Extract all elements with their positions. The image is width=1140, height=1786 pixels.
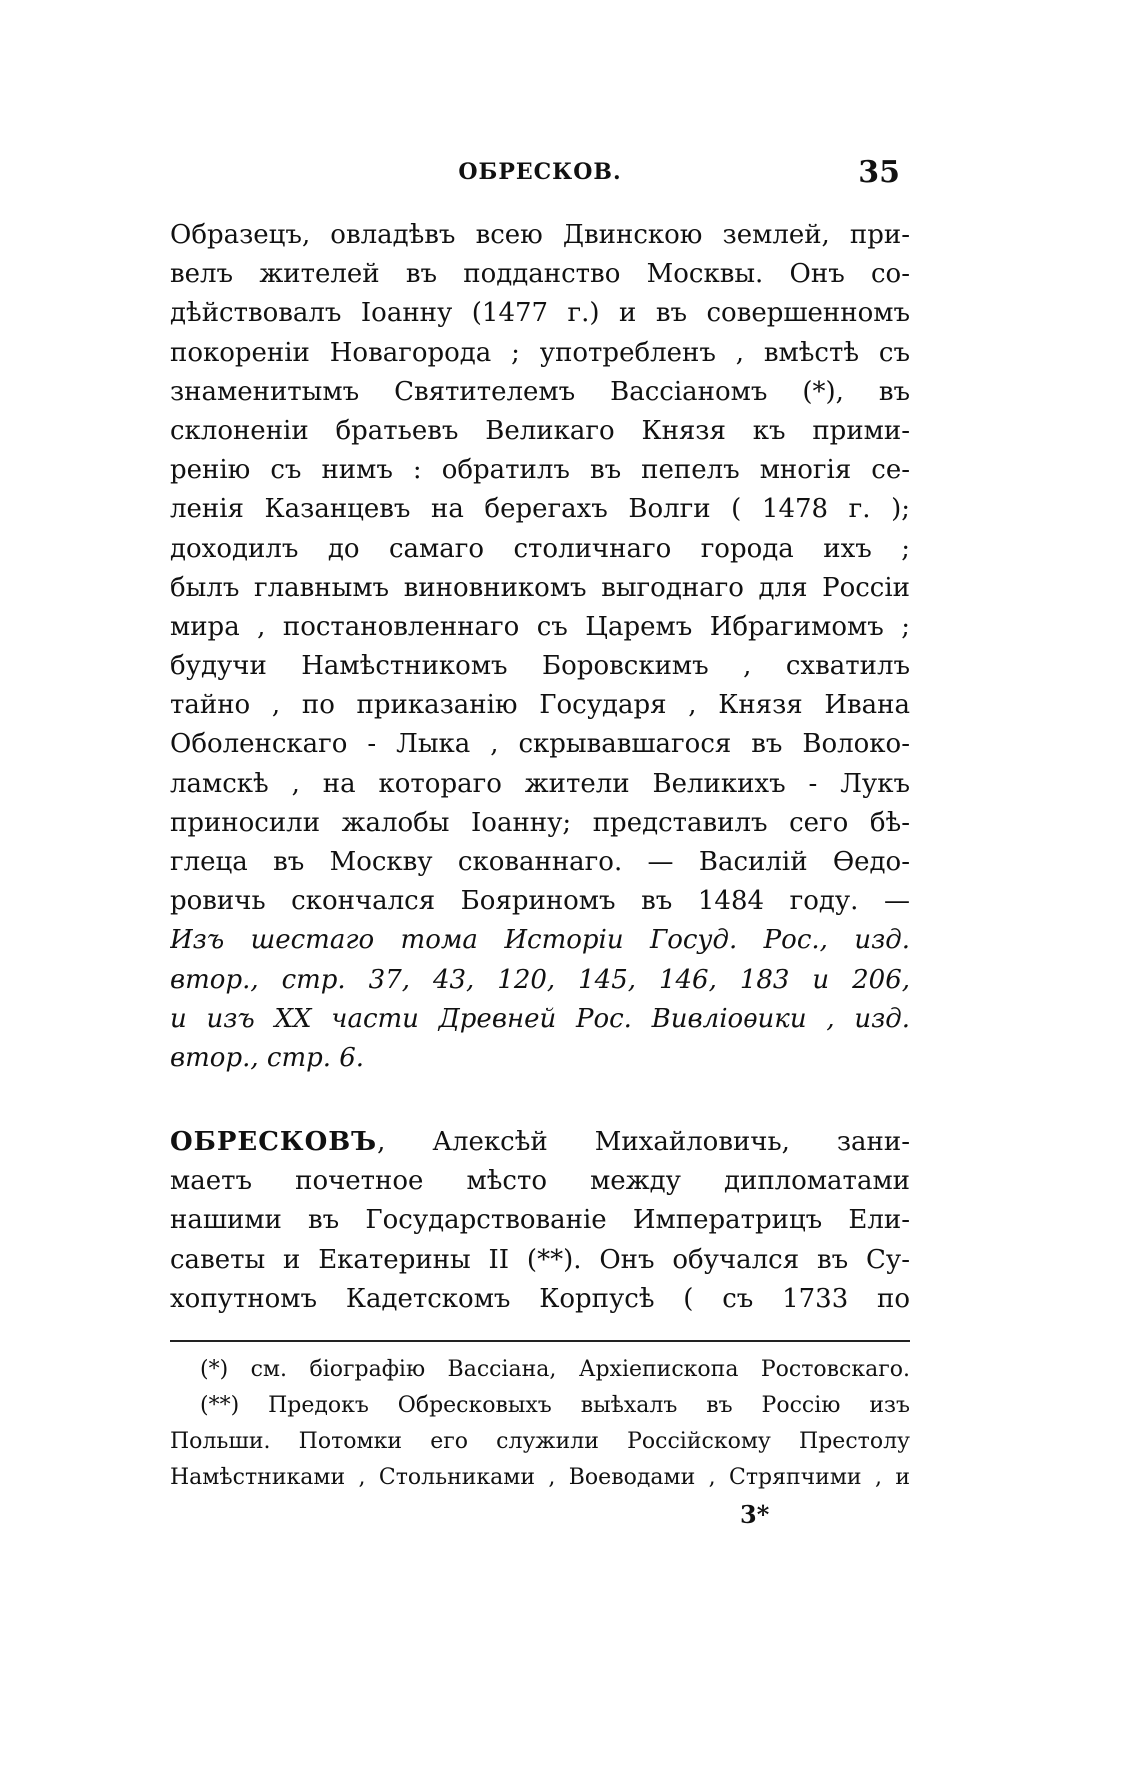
printer-signature: 3* xyxy=(740,1500,770,1529)
body-line: тайно , по приказанію Государя , Князя Ивана xyxy=(170,690,910,721)
footnote-line: Польши. Потомки его служили Россійскому Престолу xyxy=(170,1429,910,1454)
body-line: ламскѣ , на котораго жители Великихъ - Лукъ xyxy=(170,768,910,799)
entry-line: маетъ почетное мѣсто между дипломатами xyxy=(170,1166,910,1197)
body-line: мира , постановленнаго съ Царемъ Ибрагимомъ ; xyxy=(170,611,910,642)
running-title: ОБРЕСКОВ. xyxy=(458,159,622,185)
footnote-line: (**) Предокъ Обресковыхъ выѣхалъ въ Россію изъ xyxy=(200,1393,910,1418)
citation-line: Изъ шестаго тома Исторіи Госуд. Рос., изд. xyxy=(170,925,910,956)
entry-line: саветы и Екатерины II (**). Онъ обучался въ Су- xyxy=(170,1244,910,1275)
body-line: былъ главнымъ виновникомъ выгоднаго для Россіи xyxy=(170,572,910,603)
body-line: ленія Казанцевъ на берегахъ Волги ( 1478 г. ); xyxy=(170,494,910,525)
body-line: приносили жалобы Іоанну; представилъ сего бѣ- xyxy=(170,807,910,838)
body-line: ренію съ нимъ : обратилъ въ пепелъ многія се- xyxy=(170,455,910,486)
body-line: склоненіи братьевъ Великаго Князя къ прими- xyxy=(170,415,910,446)
body-line: Оболенскаго - Лыка , скрывавшагося въ Волоко- xyxy=(170,729,910,760)
body-line: дѣйствовалъ Іоанну (1477 г.) и въ совершенномъ xyxy=(170,298,910,329)
body-line: глеца въ Москву скованнаго. — Василій Ѳедо- xyxy=(170,847,910,877)
body-line: доходилъ до самаго столичнаго города ихъ ; xyxy=(170,533,910,564)
entry-line: хопутномъ Кадетскомъ Корпусѣ ( съ 1733 по xyxy=(170,1283,910,1314)
citation-line: втор., стр. 6. xyxy=(170,1042,365,1073)
body-line: знаменитымъ Святителемъ Вассіаномъ (*), въ xyxy=(170,376,910,407)
body-line: покореніи Новагорода ; употребленъ , вмѣстѣ съ xyxy=(170,337,910,368)
body-line: Образецъ, овладѣвъ всею Двинскою землей, при- xyxy=(170,220,910,250)
footnotes xyxy=(170,1352,910,1496)
running-head xyxy=(170,155,910,195)
body-line: велъ жителей въ подданство Москвы. Онъ со- xyxy=(170,259,910,290)
footnote-rule xyxy=(170,1340,910,1342)
entry-line: нашими въ Государствованіе Императрицъ Ели- xyxy=(170,1205,910,1236)
footnote-line: Намѣстниками , Стольниками , Воеводами , Стряпчими , и xyxy=(170,1465,910,1490)
entry-paragraph xyxy=(170,1123,910,1319)
entry-first-line xyxy=(170,1123,910,1162)
entry-headword: ОБРЕСКОВЪ xyxy=(170,1127,378,1157)
body-line: будучи Намѣстникомъ Боровскимъ , схватилъ xyxy=(170,651,910,682)
citation-line: и изъ XX части Древней Рос. Вивліоѳики , изд. xyxy=(170,1003,910,1034)
body-paragraph xyxy=(170,216,910,1078)
page-number: 35 xyxy=(858,155,900,190)
citation-line: втор., стр. 37, 43, 120, 145, 146, 183 и 206, xyxy=(170,964,910,995)
footnote-line: (*) см. біографію Вассіана, Архіепископа Ростовскаго. xyxy=(200,1357,910,1382)
entry-first-line-text: , Алексѣй Михайловичь, зани- xyxy=(377,1127,910,1157)
body-line: ровичь скончался Бояриномъ въ 1484 году. — xyxy=(170,886,910,917)
